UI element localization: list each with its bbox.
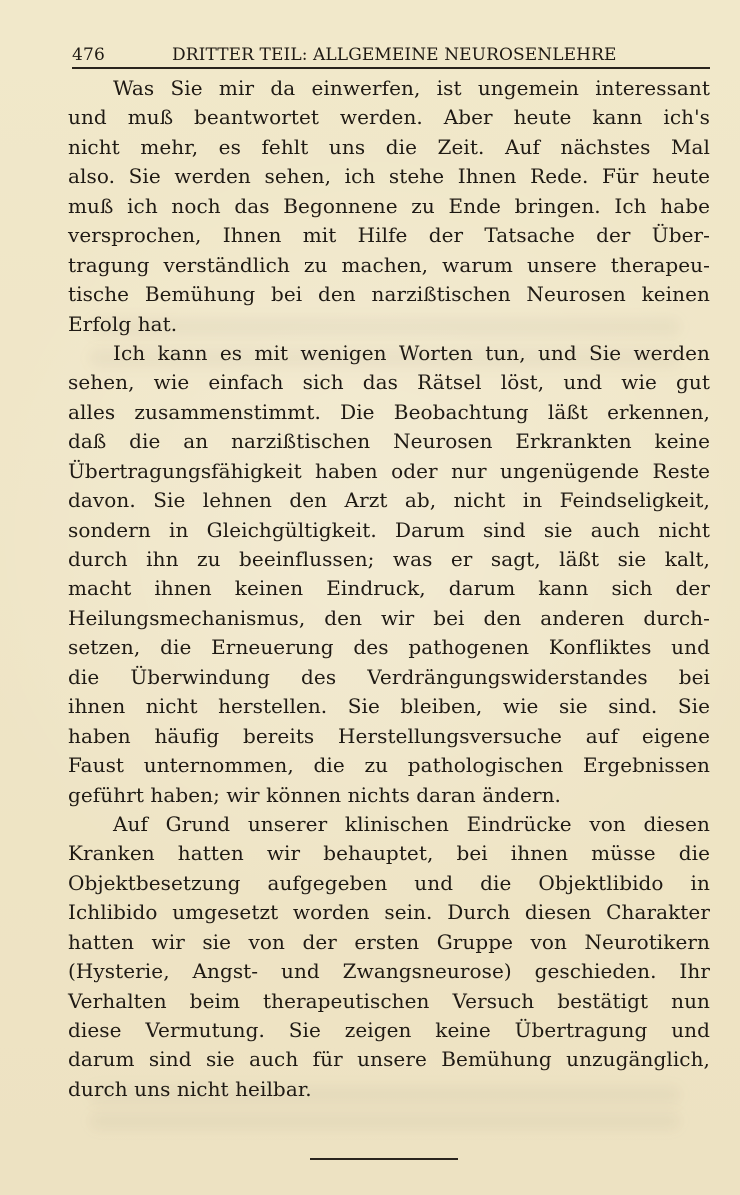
text-line: Verhalten beim therapeutischen Versuch bestätigt nun — [68, 988, 710, 1013]
text-line: sondern in Gleichgültigkeit. Darum sind sie auch nicht — [68, 517, 710, 542]
text-line: die Überwindung des Verdrängungswiderstandes bei — [68, 664, 710, 689]
text-line: ihnen nicht herstellen. Sie bleiben, wie sie sind. Sie — [68, 694, 710, 719]
text-line: alles zusammenstimmt. Die Beobachtung läßt erkennen, — [68, 399, 710, 424]
text-line: (Hysterie, Angst- und Zwangsneurose) geschieden. Ihr — [68, 959, 710, 984]
text-line: haben häufig bereits Herstellungsversuche auf eigene — [68, 723, 710, 748]
text-line: und muß beantwortet werden. Aber heute kann ich's — [68, 105, 710, 130]
page-header — [72, 41, 710, 69]
text-line: darum sind sie auch für unsere Bemühung unzugänglich, — [68, 1047, 710, 1072]
text-line: setzen, die Erneuerung des pathogenen Konfliktes und — [68, 635, 710, 660]
text-line: muß ich noch das Begonnene zu Ende bringen. Ich habe — [68, 193, 710, 218]
text-line: tragung verständlich zu machen, warum unsere therapeu- — [68, 252, 710, 277]
text-line: Kranken hatten wir behauptet, bei ihnen müsse die — [68, 841, 710, 866]
text-line: daß die an narzißtischen Neurosen Erkrankten keine — [68, 429, 710, 454]
page-number: 476 — [72, 45, 106, 65]
text-line: durch uns nicht heilbar. — [68, 1076, 312, 1101]
bleed-through-shadow — [90, 1112, 680, 1130]
text-line: davon. Sie lehnen den Arzt ab, nicht in Feindseligkeit, — [68, 488, 710, 513]
text-line: Übertragungsfähigkeit haben oder nur ungenügende Reste — [68, 458, 710, 483]
footer-rule — [310, 1158, 458, 1160]
text-line: diese Vermutung. Sie zeigen keine Übertragung und — [68, 1018, 710, 1042]
text-line: versprochen, Ihnen mit Hilfe der Tatsache der Über- — [68, 223, 710, 248]
text-line: sehen, wie einfach sich das Rätsel löst, und wie gut — [68, 370, 710, 395]
text-line: Heilungsmechanismus, den wir bei den anderen durch- — [68, 605, 710, 630]
text-line: Erfolg hat. — [68, 311, 178, 336]
text-line: Ichlibido umgesetzt worden sein. Durch diesen Charakter — [68, 900, 710, 925]
body-text — [68, 74, 710, 1104]
text-line: geführt haben; wir können nichts daran ändern. — [68, 782, 561, 807]
text-line: hatten wir sie von der ersten Gruppe von Neurotikern — [68, 929, 710, 954]
text-line: Was Sie mir da einwerfen, ist ungemein interessant — [113, 76, 710, 100]
text-line: tische Bemühung bei den narzißtischen Neurosen keinen — [68, 282, 710, 307]
text-line: Ich kann es mit wenigen Worten tun, und Sie werden — [113, 340, 710, 365]
running-head: DRITTER TEIL: ALLGEMEINE NEUROSENLEHRE — [172, 45, 617, 65]
text-line: durch ihn zu beeinflussen; was er sagt, läßt sie kalt, — [68, 547, 710, 571]
text-line: nicht mehr, es fehlt uns die Zeit. Auf nächstes Mal — [68, 134, 710, 159]
text-line: Auf Grund unserer klinischen Eindrücke von diesen — [113, 811, 710, 836]
text-line: macht ihnen keinen Eindruck, darum kann sich der — [68, 576, 710, 601]
text-line: Faust unternommen, die zu pathologischen Ergebnissen — [68, 753, 710, 778]
text-line: Objektbesetzung aufgegeben und die Objektlibido in — [68, 870, 710, 895]
text-line: also. Sie werden sehen, ich stehe Ihnen Rede. Für heute — [68, 164, 710, 189]
